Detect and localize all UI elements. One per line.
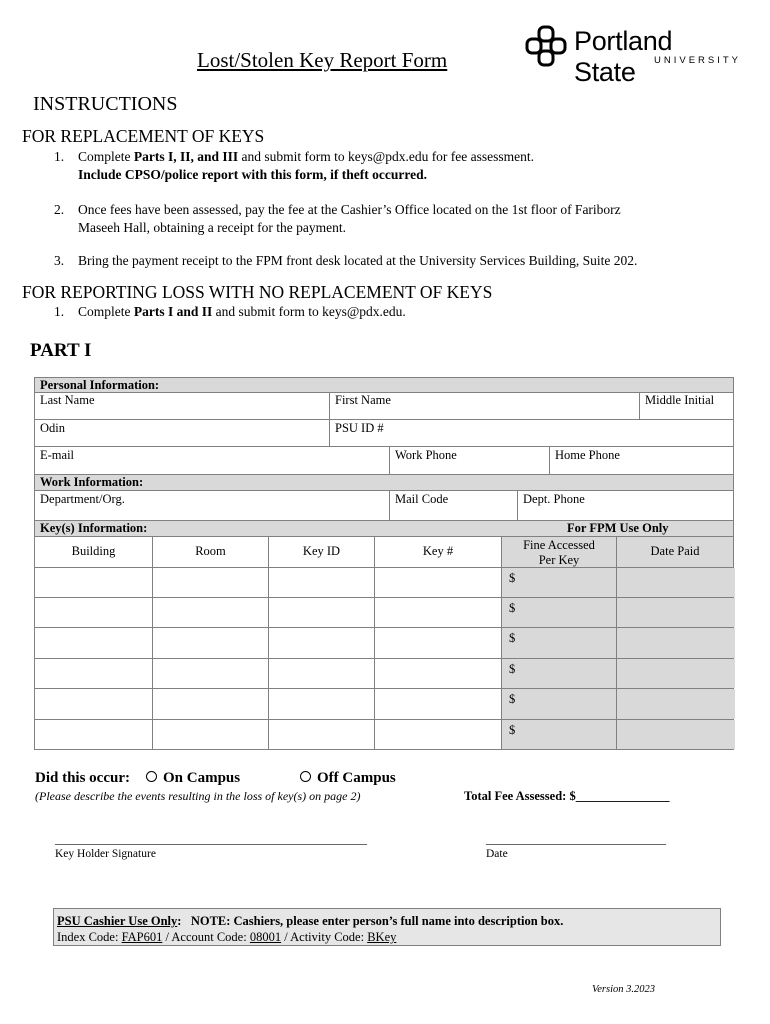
- building-cell[interactable]: [35, 689, 152, 719]
- home-phone-label: Home Phone: [555, 448, 620, 462]
- col-key-id: Key ID: [268, 537, 374, 567]
- item-text: Bring the payment receipt to the FPM front desk located at the University Services Building, Suite 202.: [78, 253, 638, 268]
- first-name-field[interactable]: [329, 392, 639, 419]
- department-label: Department/Org.: [40, 492, 125, 506]
- cashier-box: PSU Cashier Use Only: NOTE: Cashiers, please enter person’s full name into description box. Index Code: FAP601 / Account Code: 08001 / Activity Code: BKey: [53, 908, 721, 946]
- key-id-cell[interactable]: [268, 659, 374, 689]
- off-campus-option[interactable]: [300, 770, 396, 787]
- room-cell[interactable]: [152, 689, 268, 719]
- work-phone-label: Work Phone: [395, 448, 457, 462]
- key-id-cell[interactable]: [268, 568, 374, 597]
- item-number: 1.: [54, 304, 65, 319]
- on-campus-label: On Campus: [163, 770, 241, 786]
- fpm-use-label: For FPM Use Only: [567, 521, 669, 535]
- item-bold: Parts I, II, and III: [133, 149, 239, 164]
- last-name-value-text: Odin: [40, 421, 65, 435]
- building-cell[interactable]: [35, 628, 152, 658]
- item-number: 1.: [54, 149, 65, 164]
- key-num-cell[interactable]: [374, 720, 501, 750]
- key-row: [35, 567, 733, 598]
- middle-initial-field[interactable]: [639, 392, 733, 419]
- date-line[interactable]: ______________________________: [486, 832, 666, 846]
- item-text: Complete: [78, 304, 134, 319]
- col-date-paid: Date Paid: [616, 537, 733, 567]
- fine-cell[interactable]: [501, 628, 616, 658]
- version-label: Version 3.2023: [592, 984, 655, 995]
- account-code-value: 08001: [249, 930, 282, 944]
- fine-label-2: Per Key: [538, 553, 580, 567]
- key-num-cell[interactable]: [374, 628, 501, 658]
- logo-sub: UNIVERSITY: [654, 55, 742, 66]
- fine-dollar: $: [509, 692, 516, 706]
- item-text: and submit form to keys@pdx.edu.: [212, 304, 406, 319]
- room-cell[interactable]: [152, 659, 268, 689]
- loss-heading: FOR REPORTING LOSS WITH NO REPLACEMENT OF KEYS: [22, 282, 493, 302]
- off-campus-label: Off Campus: [317, 770, 396, 786]
- replacement-heading: FOR REPLACEMENT OF KEYS: [22, 126, 265, 146]
- off-campus-radio[interactable]: [300, 771, 311, 782]
- keys-table: [34, 537, 734, 750]
- last-name-field[interactable]: [35, 392, 329, 419]
- date-paid-cell[interactable]: [616, 720, 735, 750]
- fine-cell[interactable]: [501, 689, 616, 719]
- key-row: [35, 689, 733, 720]
- item-bold-line: Include CPSO/police report with this form, if theft occurred.: [78, 167, 427, 182]
- contact-row: [34, 447, 734, 475]
- work-row: [34, 491, 734, 521]
- fine-dollar: $: [509, 600, 516, 615]
- date-paid-cell[interactable]: [616, 689, 735, 719]
- last-name-value[interactable]: [35, 420, 329, 446]
- occur-note: (Please describe the events resulting in the loss of key(s) on page 2): [35, 789, 361, 803]
- fine-dollar: $: [509, 722, 516, 737]
- email-field[interactable]: [35, 447, 389, 474]
- middle-initial-label: Middle Initial: [645, 393, 715, 407]
- item-text: Complete: [78, 149, 134, 164]
- room-cell[interactable]: [152, 720, 268, 750]
- fine-cell[interactable]: [501, 568, 616, 597]
- activity-code-label: / Activity Code:: [281, 930, 368, 944]
- mail-code-label: Mail Code: [395, 492, 449, 506]
- item-number: 2.: [54, 202, 65, 217]
- last-name-label: Last Name: [40, 393, 95, 407]
- part-heading: PART I: [30, 340, 92, 361]
- activity-code-value: BKey: [367, 930, 397, 944]
- building-cell[interactable]: [35, 568, 152, 597]
- fine-dollar: $: [509, 631, 516, 645]
- fine-cell[interactable]: [501, 598, 616, 628]
- fine-dollar: $: [509, 571, 516, 585]
- psu-id-field[interactable]: [329, 420, 733, 446]
- work-info-band: [34, 475, 734, 491]
- department-field[interactable]: [35, 491, 389, 520]
- cashier-label: PSU Cashier Use Only: [57, 914, 178, 928]
- key-id-cell[interactable]: [268, 720, 374, 750]
- name-row: [34, 392, 734, 420]
- item-text: Maseeh Hall, obtaining a receipt for the payment.: [78, 220, 347, 235]
- fine-cell[interactable]: [501, 720, 616, 750]
- key-id-cell[interactable]: [268, 598, 374, 628]
- cashier-note: NOTE: Cashiers, please enter person’s full name into description box.: [190, 914, 564, 928]
- room-cell[interactable]: [152, 628, 268, 658]
- occur-label: Did this occur:: [35, 770, 130, 786]
- work-info-label: Work Information:: [40, 475, 144, 489]
- logo-name: Portland State: [574, 26, 673, 87]
- part-one-form: [34, 377, 734, 750]
- on-campus-radio[interactable]: [146, 771, 157, 782]
- col-room: Room: [152, 537, 268, 567]
- key-id-cell[interactable]: [268, 628, 374, 658]
- signature-line[interactable]: ____________________________________________________: [55, 832, 367, 846]
- item-text: and submit form to keys@pdx.edu for fee assessment.: [238, 149, 535, 164]
- index-code-label: Index Code:: [57, 930, 122, 944]
- date-label: Date: [486, 848, 508, 860]
- key-row: [35, 628, 733, 659]
- item-bold: Parts I and II: [133, 304, 213, 319]
- col-building: Building: [71, 544, 116, 558]
- email-label: E-mail: [40, 448, 75, 462]
- signature-label: Key Holder Signature: [55, 848, 156, 860]
- mail-code-field[interactable]: [389, 491, 517, 520]
- building-cell[interactable]: [35, 659, 152, 689]
- date-paid-cell[interactable]: [616, 659, 735, 689]
- personal-info-label: Personal Information:: [40, 378, 160, 392]
- fine-dollar: $: [509, 661, 516, 676]
- key-num-cell[interactable]: [374, 598, 501, 628]
- loss-item-1: [54, 303, 406, 321]
- key-row: [35, 598, 733, 629]
- dept-phone-field[interactable]: [517, 491, 733, 520]
- date-paid-cell[interactable]: [616, 628, 735, 658]
- instruction-item-3: [54, 252, 638, 270]
- id-row: [34, 420, 734, 447]
- key-id-cell[interactable]: [268, 689, 374, 719]
- building-cell[interactable]: [35, 720, 152, 750]
- item-number: 3.: [54, 253, 65, 268]
- key-num-cell[interactable]: [374, 659, 501, 689]
- work-phone-field[interactable]: [389, 447, 549, 474]
- instructions-heading: INSTRUCTIONS: [33, 93, 178, 115]
- form-title: Lost/Stolen Key Report Form: [197, 48, 448, 72]
- room-cell[interactable]: [152, 568, 268, 597]
- psu-logo-icon: [524, 24, 568, 68]
- instruction-item-2: [54, 201, 621, 237]
- dept-phone-label: Dept. Phone: [523, 492, 585, 506]
- keys-info-band: [34, 521, 734, 537]
- total-fee-field[interactable]: Total Fee Assessed: $_______________: [464, 789, 670, 803]
- key-num-cell[interactable]: [374, 689, 501, 719]
- fine-label-1: Fine Accessed: [523, 538, 595, 552]
- account-code-label: / Account Code:: [162, 930, 250, 944]
- index-code-value: FAP601: [121, 930, 163, 944]
- psu-logo: [524, 24, 742, 87]
- item-text: Once fees have been assessed, pay the fee at the Cashier’s Office located on the 1st floor of Fariborz: [78, 202, 621, 217]
- first-name-label: First Name: [335, 393, 391, 407]
- room-cell[interactable]: [152, 598, 268, 628]
- key-num-cell[interactable]: [374, 568, 501, 597]
- col-fine: [501, 537, 616, 567]
- fine-cell[interactable]: [501, 659, 616, 689]
- psu-id-label: PSU ID #: [335, 421, 384, 435]
- on-campus-option[interactable]: [146, 770, 240, 787]
- keys-info-label: Key(s) Information:: [40, 521, 148, 535]
- col-key-num: Key #: [374, 537, 501, 567]
- key-row: [35, 659, 733, 690]
- instruction-item-1: [54, 148, 535, 184]
- date-paid-cell[interactable]: [616, 568, 735, 597]
- date-paid-cell[interactable]: [616, 598, 735, 628]
- key-row: [35, 720, 733, 751]
- personal-info-band: [34, 377, 734, 393]
- building-cell[interactable]: [35, 598, 152, 628]
- home-phone-field[interactable]: [549, 447, 733, 474]
